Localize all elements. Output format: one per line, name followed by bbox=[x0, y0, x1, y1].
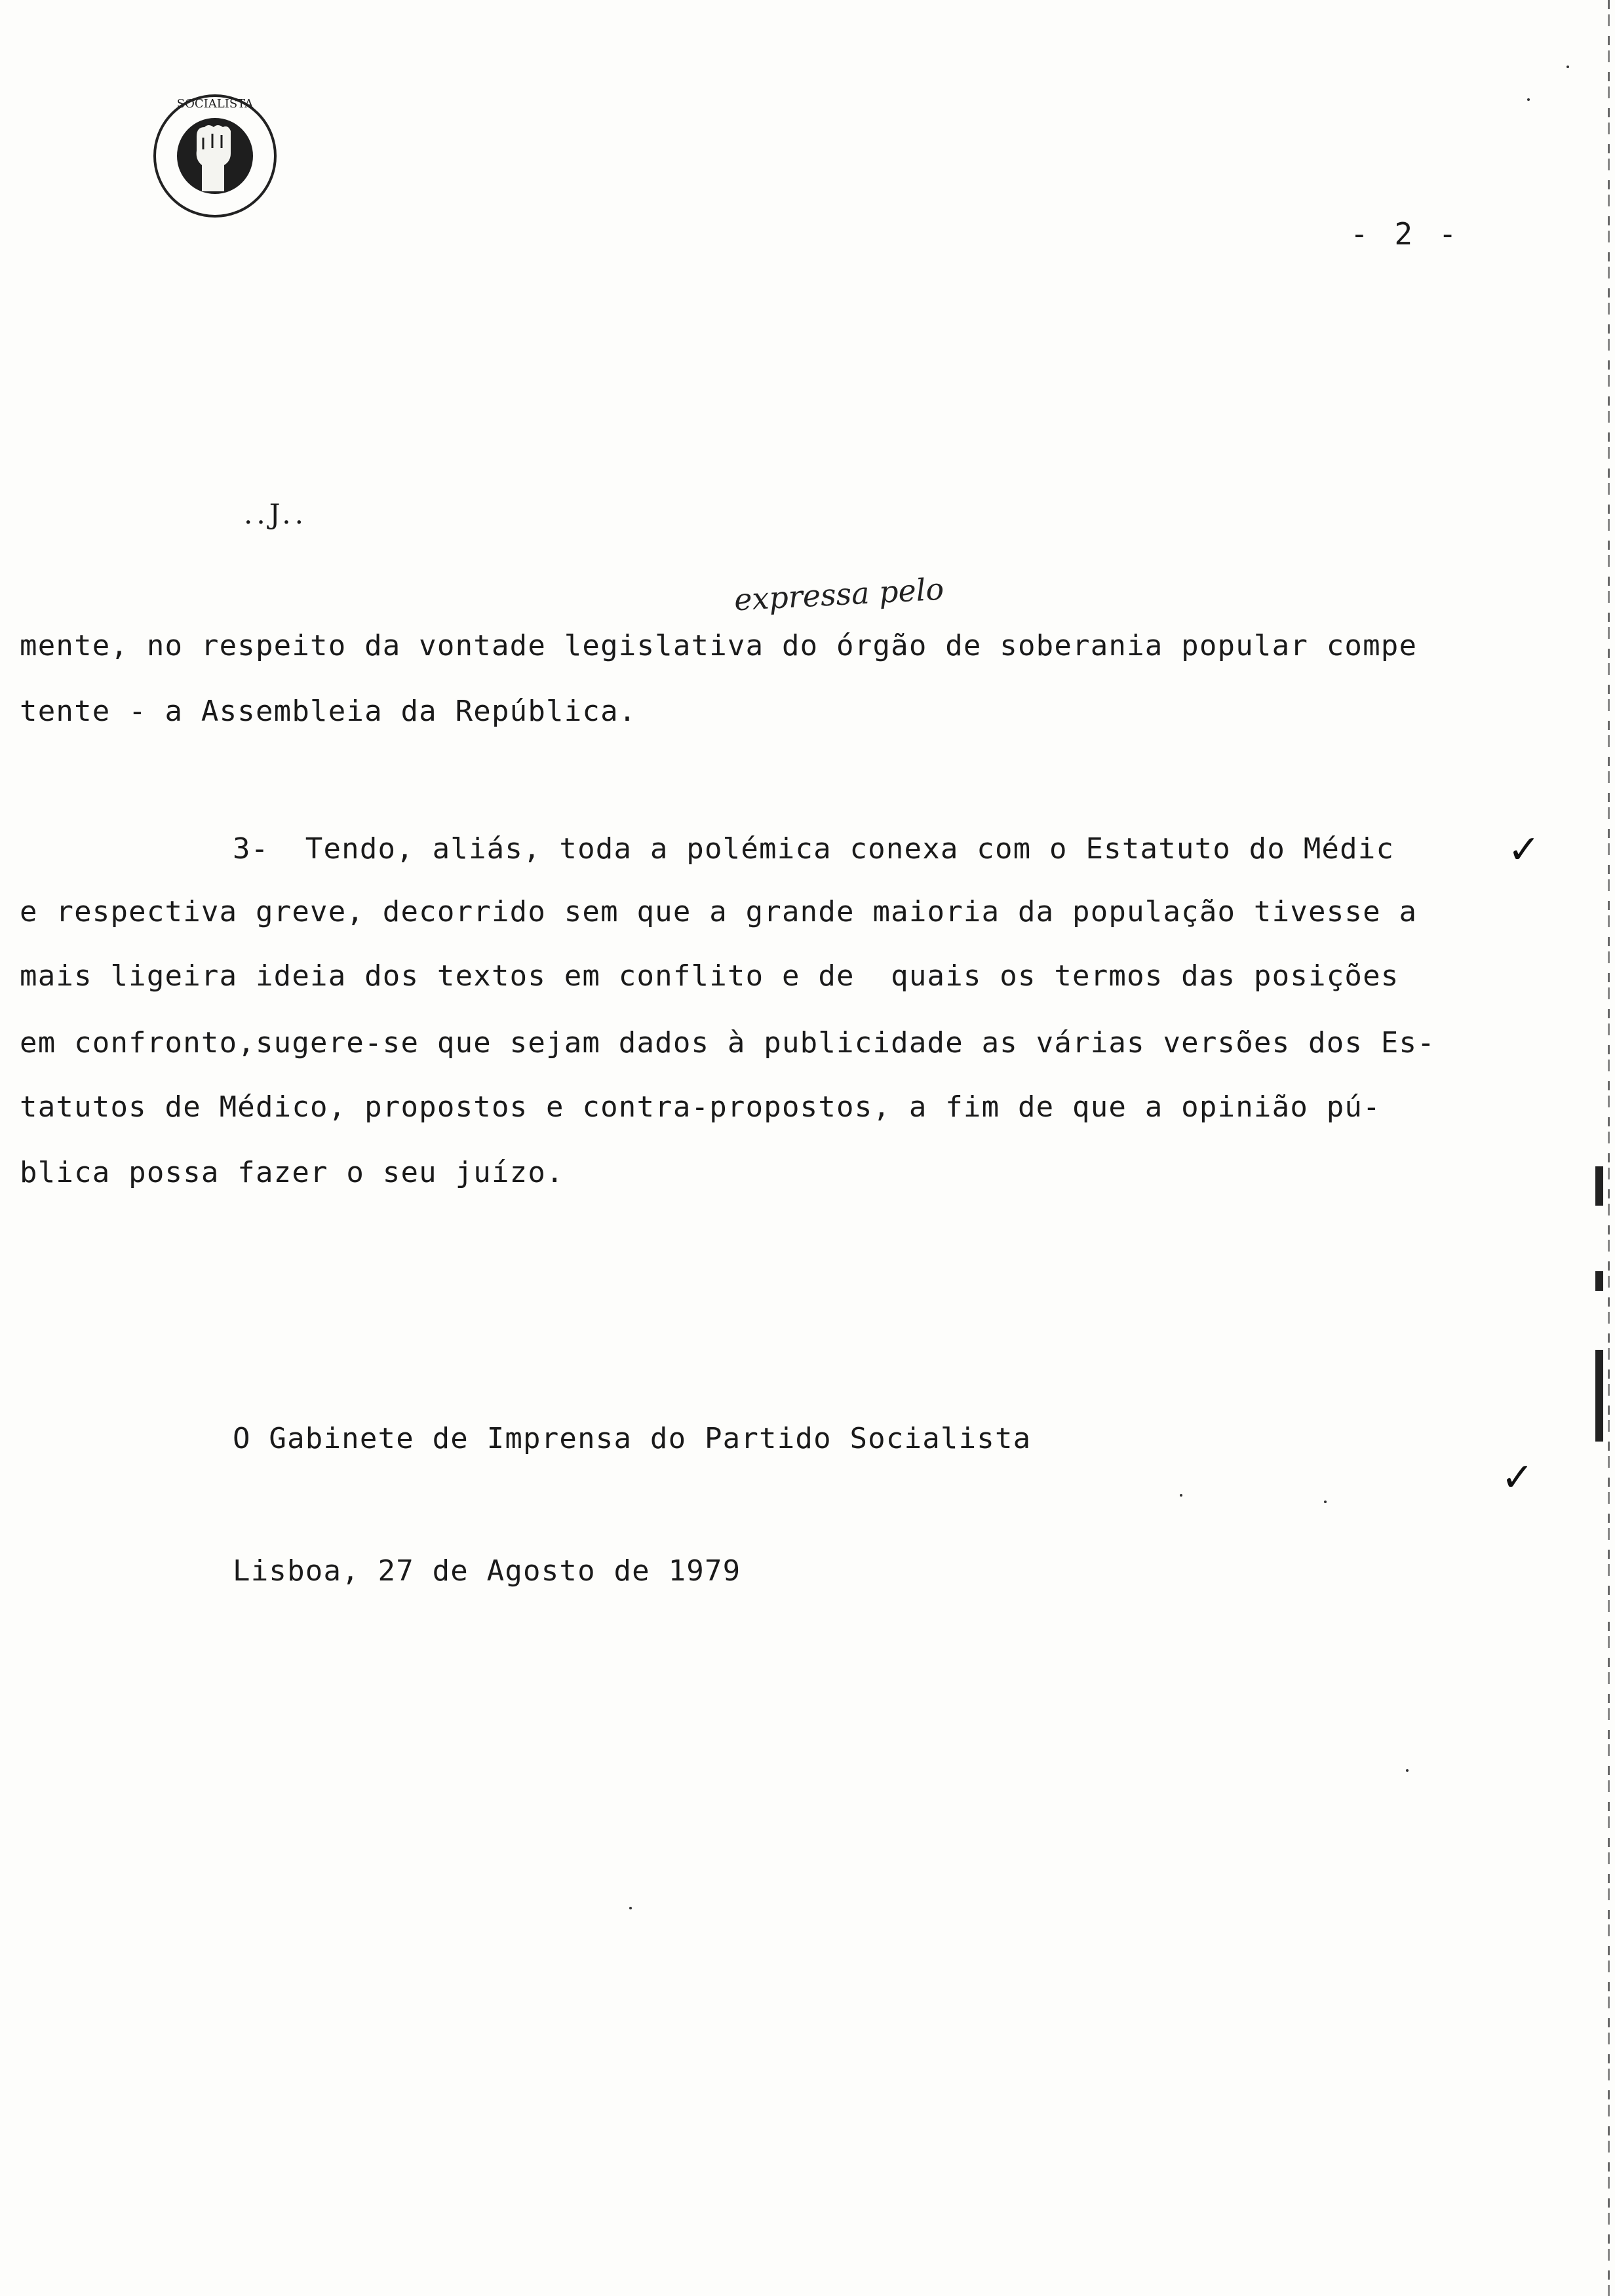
margin-check-mark-2: ✓ bbox=[1501, 1455, 1534, 1501]
scan-edge-shadow bbox=[1608, 0, 1610, 2296]
scan-speck bbox=[1406, 1769, 1409, 1772]
svg-text:SOCIALISTA: SOCIALISTA bbox=[176, 97, 254, 111]
scan-speck bbox=[629, 1907, 632, 1909]
handwritten-correction: expressa pelo bbox=[733, 571, 945, 618]
paragraph-2-line-6: blica possa fazer o seu juízo. bbox=[20, 1156, 564, 1189]
paragraph-2-line-1: 3- Tendo, aliás, toda a polémica conexa com o Estatuto do Médic bbox=[233, 832, 1395, 866]
scan-edge-mark bbox=[1595, 1350, 1603, 1442]
paragraph-2-line-5: tatutos de Médico, propostos e contra-propostos, a fim de que a opinião pú- bbox=[20, 1090, 1381, 1124]
place-date: Lisboa, 27 de Agosto de 1979 bbox=[233, 1554, 741, 1588]
continuation-mark: ..J.. bbox=[244, 498, 307, 530]
paragraph-2-line-4: em confronto,sugere-se que sejam dados à publicidade as várias versões dos Es- bbox=[20, 1026, 1435, 1060]
scan-speck bbox=[1180, 1494, 1182, 1497]
scan-edge-mark bbox=[1595, 1271, 1603, 1291]
paragraph-1-line-1: mente, no respeito da vontade legislativa do órgão de soberania popular compe bbox=[20, 629, 1418, 662]
paragraph-2-line-2: e respectiva greve, decorrido sem que a grande maioria da população tivesse a bbox=[20, 895, 1418, 928]
scan-speck bbox=[1566, 66, 1569, 68]
page-number: - 2 - bbox=[1350, 216, 1461, 252]
paragraph-2-line-3: mais ligeira ideia dos textos em conflito e de quais os termos das posições bbox=[20, 959, 1399, 993]
signature-line: O Gabinete de Imprensa do Partido Socialista bbox=[233, 1422, 1032, 1455]
paragraph-1-line-2: tente - a Assembleia da República. bbox=[20, 695, 637, 728]
scan-speck bbox=[1527, 98, 1530, 101]
margin-check-mark-1: ✓ bbox=[1508, 827, 1541, 873]
party-logo-fist-icon bbox=[149, 90, 281, 221]
scan-edge-mark bbox=[1595, 1166, 1603, 1206]
scan-speck bbox=[1324, 1501, 1327, 1503]
